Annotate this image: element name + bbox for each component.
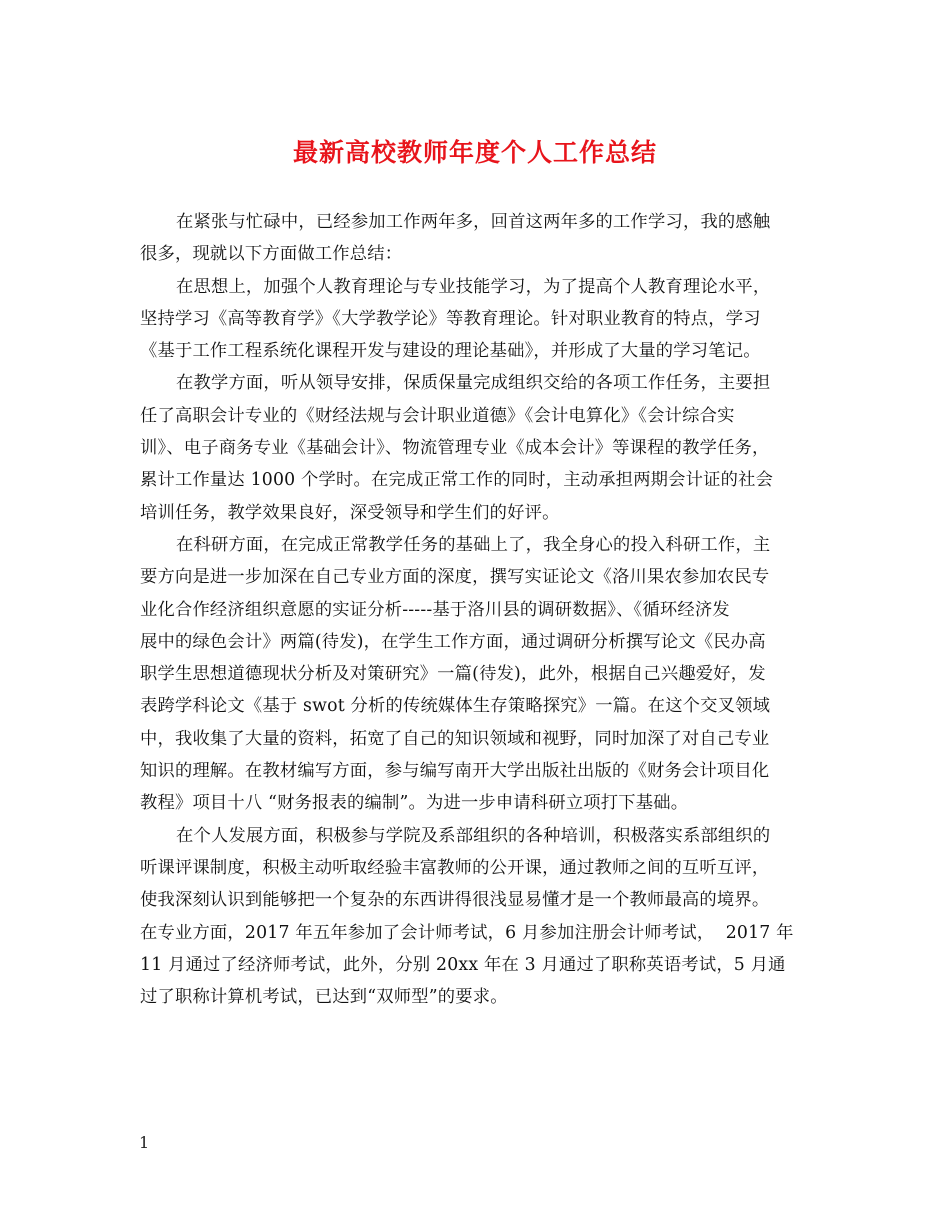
text-line: 在个人发展方面，积极参与学院及系部组织的各种培训，积极落实系部组织的 bbox=[176, 825, 771, 846]
text-line: 坚持学习《高等教育学》《大学教学论》等教育理论。针对职业教育的特点，学习 bbox=[140, 308, 761, 329]
text-line: 在紧张与忙碌中，已经参加工作两年多，回首这两年多的工作学习，我的感触 bbox=[176, 212, 771, 232]
text-line: 中，我收集了大量的资料，拓宽了自己的知识领域和视野，同时加深了对自己专业 bbox=[140, 728, 770, 749]
text-line: 在教学方面，听从领导安排，保质保量完成组织交给的各项工作任务，主要担 bbox=[176, 373, 771, 394]
page-title: 最新高校教师年度个人工作总结 bbox=[292, 138, 657, 167]
text-line: 在专业方面，2017 年五年参加了会计师考试，6 月参加注册会计师考试， 2017 年 bbox=[140, 922, 794, 943]
text-line: 展中的绿色会计》两篇(待发)，在学生工作方面，通过调研分析撰写论文《民办高 bbox=[140, 631, 766, 652]
text-line: 听课评课制度，积极主动听取经验丰富教师的公开课，通过教师之间的互听互评， bbox=[140, 857, 770, 878]
text-line: 任了高职会计专业的《财经法规与会计职业道德》《会计电算化》《会计综合实 bbox=[140, 405, 735, 426]
text-line: 职学生思想道德现状分析及对策研究》一篇(待发)，此外，根据自己兴趣爱好，发 bbox=[140, 664, 766, 685]
text-line: 累计工作量达 1000 个学时。在完成正常工作的同时，主动承担两期会计证的社会 bbox=[140, 470, 774, 491]
text-line: 很多，现就以下方面做工作总结： bbox=[140, 244, 403, 265]
text-line: 业化合作经济组织意愿的实证分析-----基于洛川县的调研数据》、《循环经济发 bbox=[140, 599, 730, 620]
text-line: 《基于工作工程系统化课程开发与建设的理论基础》，并形成了大量的学习笔记。 bbox=[140, 341, 761, 362]
text-line: 使我深刻认识到能够把一个复杂的东西讲得很浅显易懂才是一个教师最高的境界。 bbox=[140, 890, 770, 911]
page-number: 1 bbox=[139, 1133, 150, 1152]
text-line: 要方向是进一步加深在自己专业方面的深度，撰写实证论文《洛川果农参加农民专 bbox=[140, 567, 770, 588]
text-line: 培训任务，教学效果良好，深受领导和学生们的好评。 bbox=[140, 502, 560, 523]
text-line: 在思想上，加强个人教育理论与专业技能学习，为了提高个人教育理论水平， bbox=[176, 276, 771, 297]
text-line: 训》、电子商务专业《基础会计》、物流管理专业《成本会计》等课程的教学任务， bbox=[140, 438, 770, 459]
text-line: 表跨学科论文《基于 swot 分析的传统媒体生存策略探究》一篇。在这个交叉领域 bbox=[140, 696, 771, 717]
text-line: 过了职称计算机考试，已达到“双师型”的要求。 bbox=[140, 987, 508, 1008]
text-line: 11 月通过了经济师考试，此外，分别 20xx 年在 3 月通过了职称英语考试，5 月通 bbox=[140, 954, 786, 975]
text-line: 知识的理解。在教材编写方面，参与编写南开大学出版社出版的《财务会计项目化 bbox=[140, 761, 770, 782]
body-text bbox=[140, 206, 812, 1013]
text-line: 在科研方面，在完成正常教学任务的基础上了，我全身心的投入科研工作，主 bbox=[176, 534, 771, 555]
text-line: 教程》项目十八 “财务报表的编制”。为进一步申请科研立项打下基础。 bbox=[140, 793, 689, 814]
